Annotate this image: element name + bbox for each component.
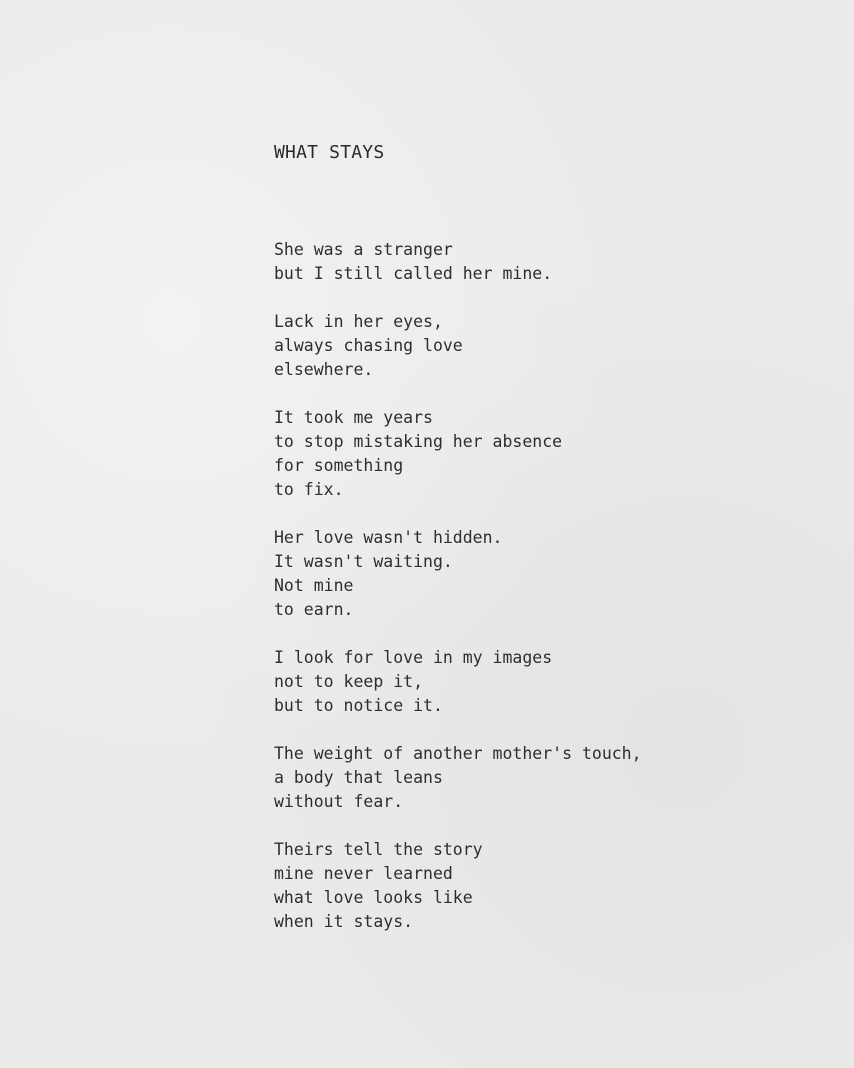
poem-line: Her love wasn't hidden.: [274, 528, 503, 547]
poem-line: to earn.: [274, 600, 354, 619]
poem-line: but I still called her mine.: [274, 264, 553, 283]
stanza: [274, 526, 642, 622]
poem-line: but to notice it.: [274, 696, 443, 715]
poem-line: for something: [274, 456, 404, 475]
stanza: [274, 406, 642, 502]
poem-line: I look for love in my images: [274, 648, 553, 667]
poem-line: to fix.: [274, 480, 344, 499]
poem-line: what love looks like: [274, 888, 473, 907]
poem-line: always chasing love: [274, 336, 463, 355]
stanza: [274, 838, 642, 934]
poem-line: Not mine: [274, 576, 354, 595]
poem-line: not to keep it,: [274, 672, 424, 691]
poem-line: Lack in her eyes,: [274, 312, 443, 331]
stanza: [274, 742, 642, 814]
poem-line: when it stays.: [274, 912, 414, 931]
poem-line: The weight of another mother's touch,: [274, 744, 642, 763]
stanza: [274, 238, 642, 286]
poem-line: mine never learned: [274, 864, 453, 883]
poem-line: It wasn't waiting.: [274, 552, 453, 571]
poem-line: a body that leans: [274, 768, 443, 787]
poem-title: WHAT STAYS: [274, 142, 385, 163]
poem-line: to stop mistaking her absence: [274, 432, 563, 451]
poem-line: without fear.: [274, 792, 404, 811]
poem-line: elsewhere.: [274, 360, 374, 379]
poem-line: Theirs tell the story: [274, 840, 483, 859]
poem-line: It took me years: [274, 408, 433, 427]
stanza: [274, 646, 642, 718]
poem-line: She was a stranger: [274, 240, 453, 259]
poem-body: [274, 238, 642, 958]
stanza: [274, 310, 642, 382]
